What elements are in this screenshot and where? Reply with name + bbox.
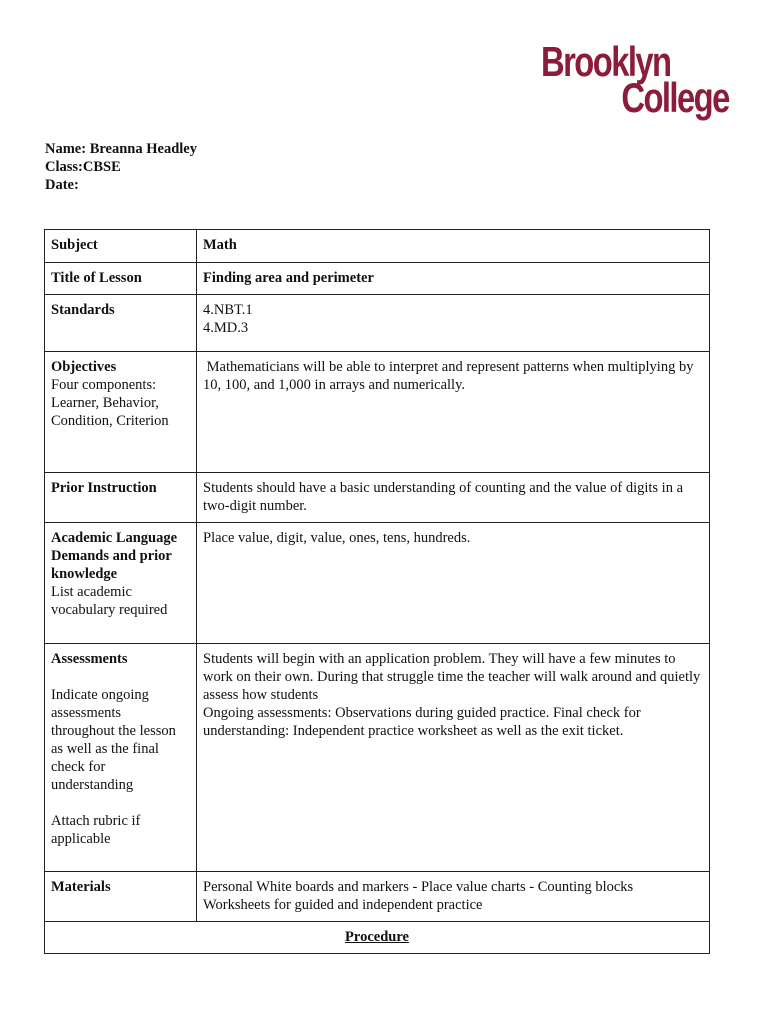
- student-info: [45, 140, 197, 194]
- assessments-value-2: Ongoing assessments: Observations during guided practice. Final check for understanding: Independent practice worksheet as well as the exit ticket.: [203, 705, 641, 739]
- materials-value-1: Personal White boards and markers - Place value charts - Counting blocks: [203, 879, 634, 895]
- assessments-sub-2: assessments: [51, 705, 122, 721]
- row-materials: [45, 872, 710, 922]
- assessments-sub-5: check for: [51, 759, 106, 775]
- procedure-heading: Procedure: [45, 922, 710, 954]
- title-label: Title of Lesson: [45, 263, 197, 295]
- standard-1: 4.NBT.1: [203, 302, 253, 318]
- academic-sub-2: vocabulary required: [51, 602, 168, 618]
- assessments-label: Assessments: [51, 651, 128, 667]
- title-value: Finding area and perimeter: [197, 263, 710, 295]
- materials-value-2: Worksheets for guided and independent practice: [203, 897, 483, 913]
- subject-value: Math: [197, 230, 710, 263]
- standards-value: [197, 295, 710, 352]
- row-procedure: [45, 922, 710, 954]
- academic-label-2: Demands and prior: [51, 548, 172, 564]
- academic-sub-1: List academic: [51, 584, 132, 600]
- prior-value: Students should have a basic understanding of counting and the value of digits in a two-digit number.: [197, 473, 710, 523]
- assessments-sub-8: applicable: [51, 831, 111, 847]
- lesson-date: Date:: [45, 177, 79, 193]
- assessments-sub-4: as well as the final: [51, 741, 159, 757]
- objectives-sub-3: Condition, Criterion: [51, 413, 169, 429]
- subject-label: Subject: [45, 230, 197, 263]
- row-assessments: [45, 644, 710, 872]
- academic-label-cell: [45, 523, 197, 644]
- academic-label-1: Academic Language: [51, 530, 178, 546]
- assessments-value-1: Students will begin with an application problem. They will have a few minutes to work on their own. During that struggle time the teacher will walk around and quietly assess how students: [203, 651, 701, 703]
- standard-2: 4.MD.3: [203, 320, 249, 336]
- logo-line-2: College: [621, 74, 729, 121]
- row-objectives: [45, 352, 710, 473]
- objectives-sub-2: Learner, Behavior,: [51, 395, 159, 411]
- assessments-sub-7: Attach rubric if: [51, 813, 141, 829]
- brooklyn-college-logo: [541, 38, 729, 128]
- row-standards: [45, 295, 710, 352]
- objectives-value: Mathematicians will be able to interpret and represent patterns when multiplying by 10, 100, and 1,000 in arrays and numerically.: [197, 352, 710, 473]
- objectives-sub-1: Four components:: [51, 377, 157, 393]
- assessments-value: [197, 644, 710, 872]
- row-academic-language: [45, 523, 710, 644]
- academic-value: Place value, digit, value, ones, tens, hundreds.: [197, 523, 710, 644]
- row-subject: [45, 230, 710, 263]
- row-title: [45, 263, 710, 295]
- materials-value: [197, 872, 710, 922]
- materials-label: Materials: [45, 872, 197, 922]
- lesson-plan-table: [44, 229, 710, 954]
- standards-label: Standards: [45, 295, 197, 352]
- assessments-sub-3: throughout the lesson: [51, 723, 176, 739]
- row-prior-instruction: [45, 473, 710, 523]
- assessments-label-cell: [45, 644, 197, 872]
- assessments-sub-6: understanding: [51, 777, 134, 793]
- academic-label-3: knowledge: [51, 566, 118, 582]
- student-name: Name: Breanna Headley: [45, 141, 197, 157]
- assessments-sub-1: Indicate ongoing: [51, 687, 149, 703]
- prior-label: Prior Instruction: [45, 473, 197, 523]
- objectives-label: Objectives: [51, 359, 117, 375]
- student-class: Class:CBSE: [45, 159, 121, 175]
- logo-line-1: Brooklyn: [541, 38, 671, 85]
- objectives-label-cell: [45, 352, 197, 473]
